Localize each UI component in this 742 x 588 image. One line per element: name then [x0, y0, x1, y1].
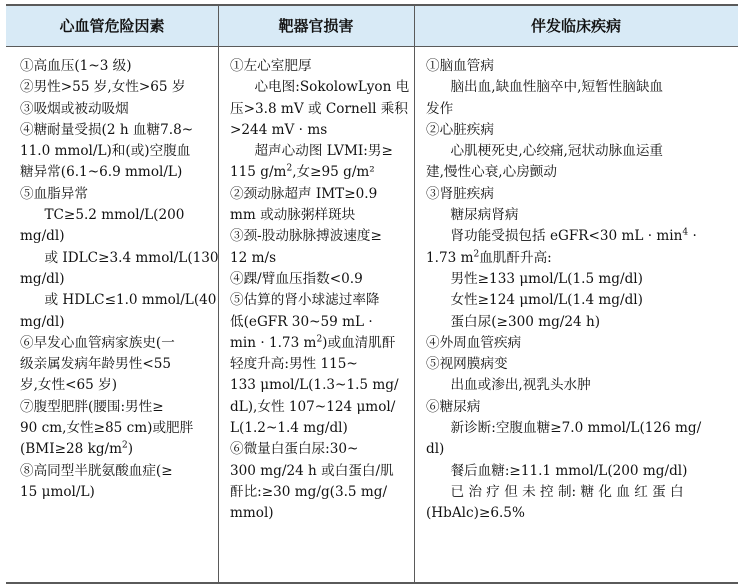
line-text: 女性≥124 μmol/L(1.4 mg/dl)	[450, 292, 643, 309]
line-text: ②心脏疾病	[426, 121, 494, 138]
col3-line	[426, 205, 732, 226]
line-text: 300 mg/24 h 或白蛋白/肌	[230, 462, 394, 479]
line-text: ④糖耐量受损(2 h 血糖7.8~	[20, 121, 194, 138]
line-text: 轻度升高:男性 115~	[230, 356, 358, 373]
line-text: 餐后血糖:≥11.1 mmol/L(200 mg/dl)	[450, 462, 688, 479]
col2-line	[230, 99, 410, 120]
superscript: 4	[682, 227, 689, 238]
line-text: 低(eGFR 30~59 mL ·	[230, 313, 373, 330]
superscript: 2	[286, 163, 293, 174]
line-text: mg/dl)	[20, 228, 65, 245]
line-text: 发作	[426, 100, 454, 117]
col3-line	[426, 354, 732, 375]
line-text: 115 g/m	[230, 164, 287, 181]
col2-line	[230, 312, 410, 333]
line-text: >244 mV · ms	[230, 121, 328, 138]
line-text: TC≥5.2 mmol/L(200	[44, 207, 185, 224]
col2-line	[230, 290, 410, 311]
superscript: 2	[122, 440, 128, 451]
col2-line	[230, 141, 410, 162]
line-text: 出血或渗出,视乳头水肿	[450, 377, 591, 394]
col2-line	[230, 205, 410, 226]
col3-line	[426, 375, 732, 396]
col1-line	[20, 99, 212, 120]
line-text: min · 1.73 m	[230, 334, 317, 351]
col2-line	[230, 248, 410, 269]
col3-line	[426, 162, 732, 183]
line-text: 已 治 疗 但 未 控 制: 糖 化 血 红 蛋 白	[450, 483, 684, 500]
col2-line	[230, 162, 410, 183]
line-text: ⑧高同型半胱氨酸血症(≥	[20, 462, 173, 479]
line-text: ⑤血脂异常	[20, 185, 88, 202]
col1-line	[20, 418, 212, 439]
col2-line	[230, 120, 410, 141]
line-text: 岁,女性<65 岁)	[20, 377, 118, 394]
line-text: 1.73 m	[426, 249, 474, 266]
col2-line	[230, 226, 410, 247]
line-text: ②颈动脉超声 IMT≥0.9	[230, 185, 378, 202]
line-text: ③颈-股动脉脉搏波速度≥	[230, 228, 382, 245]
col1-line	[20, 354, 212, 375]
superscript: 2	[316, 334, 323, 345]
col1-line	[20, 439, 212, 460]
line-text: 新诊断:空腹血糖≥7.0 mmol/L(126 mg/	[450, 420, 702, 437]
col3-line	[426, 184, 732, 205]
col1-line	[20, 312, 212, 333]
line-text: L(1.2~1.4 mg/dl)	[230, 420, 348, 437]
col1-line	[20, 205, 212, 226]
line-text-suffix: ,女≥95 g/m²	[292, 164, 375, 181]
col3-line	[426, 141, 732, 162]
line-text: 超声心动图 LVMI:男≥	[254, 143, 393, 160]
line-text: 糖尿病肾病	[450, 207, 519, 224]
col3-line	[426, 290, 732, 311]
line-text-suffix: 血肌酐升高:	[479, 249, 552, 266]
col2-line	[230, 333, 410, 354]
target-organ-damage-column	[230, 56, 410, 525]
line-text: ①脑血管病	[426, 58, 494, 74]
line-text-suffix: )或血清肌酐	[322, 334, 396, 351]
col1-line	[20, 226, 212, 247]
col2-line	[230, 461, 410, 482]
superscript: 2	[473, 249, 480, 260]
col3-line	[426, 269, 732, 290]
clinical-diseases-column	[426, 56, 732, 525]
line-text: ①左心室肥厚	[230, 58, 312, 74]
line-text: 肾功能受损包括 eGFR<30 mL · min	[450, 228, 683, 245]
line-text: 或 HDLC≤1.0 mmol/L(40	[44, 292, 217, 309]
col1-line	[20, 120, 212, 141]
line-text: ⑦腹型肥胖(腰围:男性≥	[20, 398, 164, 415]
line-text: 男性≥133 μmol/L(1.5 mg/dl)	[450, 270, 643, 287]
header-risk-factors: 心血管危险因素	[59, 17, 165, 35]
line-text: mm 或动脉粥样斑块	[230, 207, 356, 224]
col1-line	[20, 269, 212, 290]
col2-line	[230, 439, 410, 460]
line-text: 糖异常(6.1~6.9 mmol/L)	[20, 164, 183, 181]
col3-line	[426, 397, 732, 418]
col1-line	[20, 375, 212, 396]
column-divider	[414, 6, 415, 582]
line-text: ③肾脏疾病	[426, 185, 494, 202]
line-text: dL),女性 107~124 μmol/	[230, 398, 396, 415]
line-text: mg/dl)	[20, 270, 65, 287]
line-text: 蛋白尿(≥300 mg/24 h)	[450, 313, 601, 330]
col3-line	[426, 503, 732, 524]
line-text: 心电图:SokolowLyon 电	[254, 79, 410, 96]
line-text: 90 cm,女性≥85 cm)或肥胖	[20, 420, 194, 437]
line-text: ①高血压(1~3 级)	[20, 58, 132, 74]
col1-line	[20, 77, 212, 98]
col3-line	[426, 77, 732, 98]
line-text: 15 μmol/L)	[20, 483, 95, 500]
line-text: (HbAlc)≥6.5%	[426, 505, 525, 522]
col1-line	[20, 141, 212, 162]
col1-line	[20, 162, 212, 183]
line-text: ⑥糖尿病	[426, 398, 481, 415]
col2-line	[230, 269, 410, 290]
line-text-suffix: ·	[688, 228, 697, 245]
col1-line	[20, 482, 212, 503]
line-text: dl)	[426, 441, 445, 458]
col3-line	[426, 482, 732, 503]
col2-line	[230, 397, 410, 418]
line-text: 心肌梗死史,心绞痛,冠状动脉血运重	[450, 143, 664, 160]
col3-line	[426, 439, 732, 460]
line-text: ⑥微量白蛋白尿:30~	[230, 441, 359, 458]
line-text: (BMI≥28 kg/m	[20, 441, 122, 458]
col3-line	[426, 461, 732, 482]
col3-line	[426, 99, 732, 120]
line-text: ⑥早发心血管病家族史(一	[20, 334, 175, 351]
line-text: mg/dl)	[20, 313, 65, 330]
col2-line	[230, 184, 410, 205]
line-text: 级亲属发病年龄男性<55	[20, 356, 172, 373]
line-text: 12 m/s	[230, 249, 277, 266]
col1-line	[20, 333, 212, 354]
col1-line	[20, 56, 212, 77]
col1-line	[20, 397, 212, 418]
line-text-suffix: )	[127, 441, 134, 458]
line-text: 133 μmol/L(1.3~1.5 mg/	[230, 377, 399, 394]
col3-line	[426, 56, 732, 77]
line-text: mmol)	[230, 505, 274, 522]
line-text: 酐比:≥30 mg/g(3.5 mg/	[230, 483, 388, 500]
line-text: ⑤估算的肾小球滤过率降	[230, 292, 380, 309]
col1-line	[20, 290, 217, 311]
col2-line	[230, 418, 410, 439]
col3-line	[426, 248, 732, 269]
col2-line	[230, 77, 410, 98]
col2-line	[230, 482, 410, 503]
col2-line	[230, 503, 410, 524]
col3-line	[426, 120, 732, 141]
line-text: ⑤视网膜病变	[426, 356, 508, 373]
risk-factors-column	[20, 56, 219, 503]
col3-line	[426, 312, 732, 333]
line-text: ④踝/臂血压指数<0.9	[230, 270, 363, 287]
col1-line	[20, 184, 212, 205]
table-header	[6, 6, 738, 47]
col2-line	[230, 354, 410, 375]
line-text: 压>3.8 mV 或 Cornell 乘积	[230, 100, 408, 117]
header-clinical-diseases: 伴发临床疾病	[530, 17, 621, 35]
risk-table	[6, 4, 738, 584]
line-text: 或 IDLC≥3.4 mmol/L(130	[44, 249, 219, 266]
line-text: ③吸烟或被动吸烟	[20, 100, 129, 117]
col1-line	[20, 248, 219, 269]
line-text: ②男性>55 岁,女性>65 岁	[20, 79, 186, 96]
line-text: ④外周血管疾病	[426, 334, 522, 351]
col3-line	[426, 418, 732, 439]
col2-line	[230, 375, 410, 396]
col3-line	[426, 226, 732, 247]
col1-line	[20, 461, 212, 482]
header-target-organ-damage: 靶器官损害	[278, 17, 354, 35]
col2-line	[230, 56, 410, 77]
column-divider	[218, 6, 219, 582]
line-text: 建,慢性心衰,心房颤动	[426, 164, 557, 181]
line-text: 脑出血,缺血性脑卒中,短暂性脑缺血	[450, 79, 664, 96]
col3-line	[426, 333, 732, 354]
line-text: 11.0 mmol/L)和(或)空腹血	[20, 143, 191, 160]
